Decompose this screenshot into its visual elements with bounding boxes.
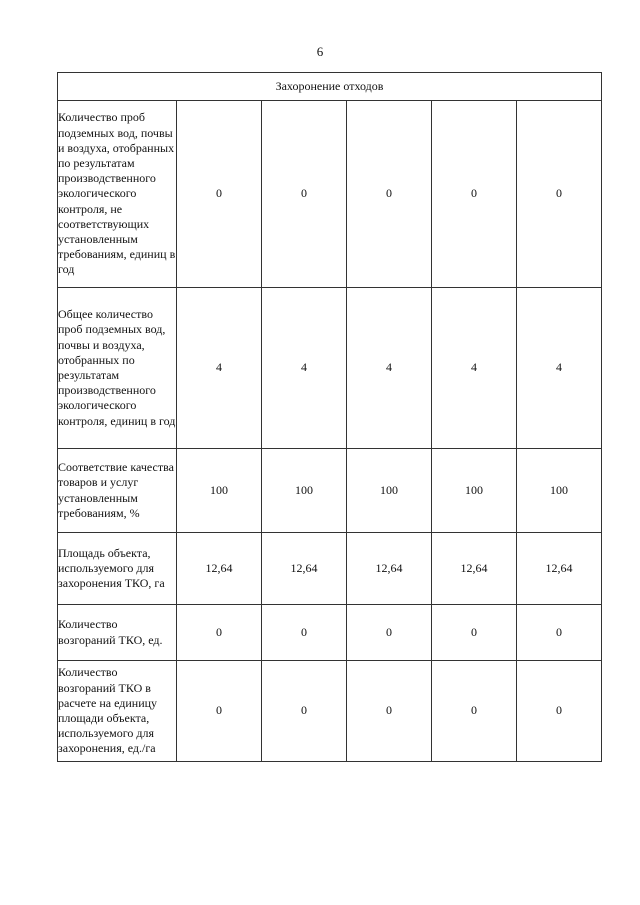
row-value: 4: [432, 288, 517, 449]
row-value: 12,64: [347, 533, 432, 605]
row-value: 0: [432, 101, 517, 288]
table-row: [58, 605, 602, 661]
row-value: 12,64: [432, 533, 517, 605]
row-value: 0: [262, 101, 347, 288]
row-label: Количество возгораний ТКО в расчете на единицу площади объекта, используемого для захоронения, ед./га: [58, 661, 177, 762]
table-row: [58, 288, 602, 449]
row-value: 4: [177, 288, 262, 449]
table-row: [58, 533, 602, 605]
row-value: 0: [432, 605, 517, 661]
row-label: Соответствие качества товаров и услуг установленным требованиям, %: [58, 449, 177, 533]
row-value: 0: [177, 661, 262, 762]
row-value: 12,64: [517, 533, 602, 605]
row-value: 100: [517, 449, 602, 533]
row-value: 4: [262, 288, 347, 449]
row-label: Общее количество проб подземных вод, почвы и воздуха, отобранных по результатам производственного экологического контроля, единиц в год: [58, 288, 177, 449]
row-label: Количество возгораний ТКО, ед.: [58, 605, 177, 661]
row-value: 12,64: [262, 533, 347, 605]
row-value: 0: [347, 101, 432, 288]
section-header-row: [58, 73, 602, 101]
row-value: 4: [347, 288, 432, 449]
row-value: 12,64: [177, 533, 262, 605]
table-row: [58, 449, 602, 533]
table-row: [58, 101, 602, 288]
row-value: 0: [177, 605, 262, 661]
row-value: 100: [177, 449, 262, 533]
section-title: Захоронение отходов: [58, 73, 602, 101]
page-number: 6: [316, 44, 324, 59]
row-value: 0: [262, 605, 347, 661]
row-value: 0: [517, 605, 602, 661]
row-value: 0: [262, 661, 347, 762]
row-value: 0: [347, 605, 432, 661]
row-label: Площадь объекта, используемого для захоронения ТКО, га: [58, 533, 177, 605]
row-value: 0: [347, 661, 432, 762]
row-value: 0: [177, 101, 262, 288]
row-value: 100: [262, 449, 347, 533]
row-value: 0: [432, 661, 517, 762]
table-row: [58, 661, 602, 762]
row-value: 0: [517, 101, 602, 288]
indicators-table: [57, 72, 602, 762]
row-value: 100: [432, 449, 517, 533]
row-label: Количество проб подземных вод, почвы и воздуха, отобранных по результатам производственного экологического контроля, не соответствующих установленным требованиям, единиц в год: [58, 101, 177, 288]
row-value: 0: [517, 661, 602, 762]
row-value: 4: [517, 288, 602, 449]
row-value: 100: [347, 449, 432, 533]
